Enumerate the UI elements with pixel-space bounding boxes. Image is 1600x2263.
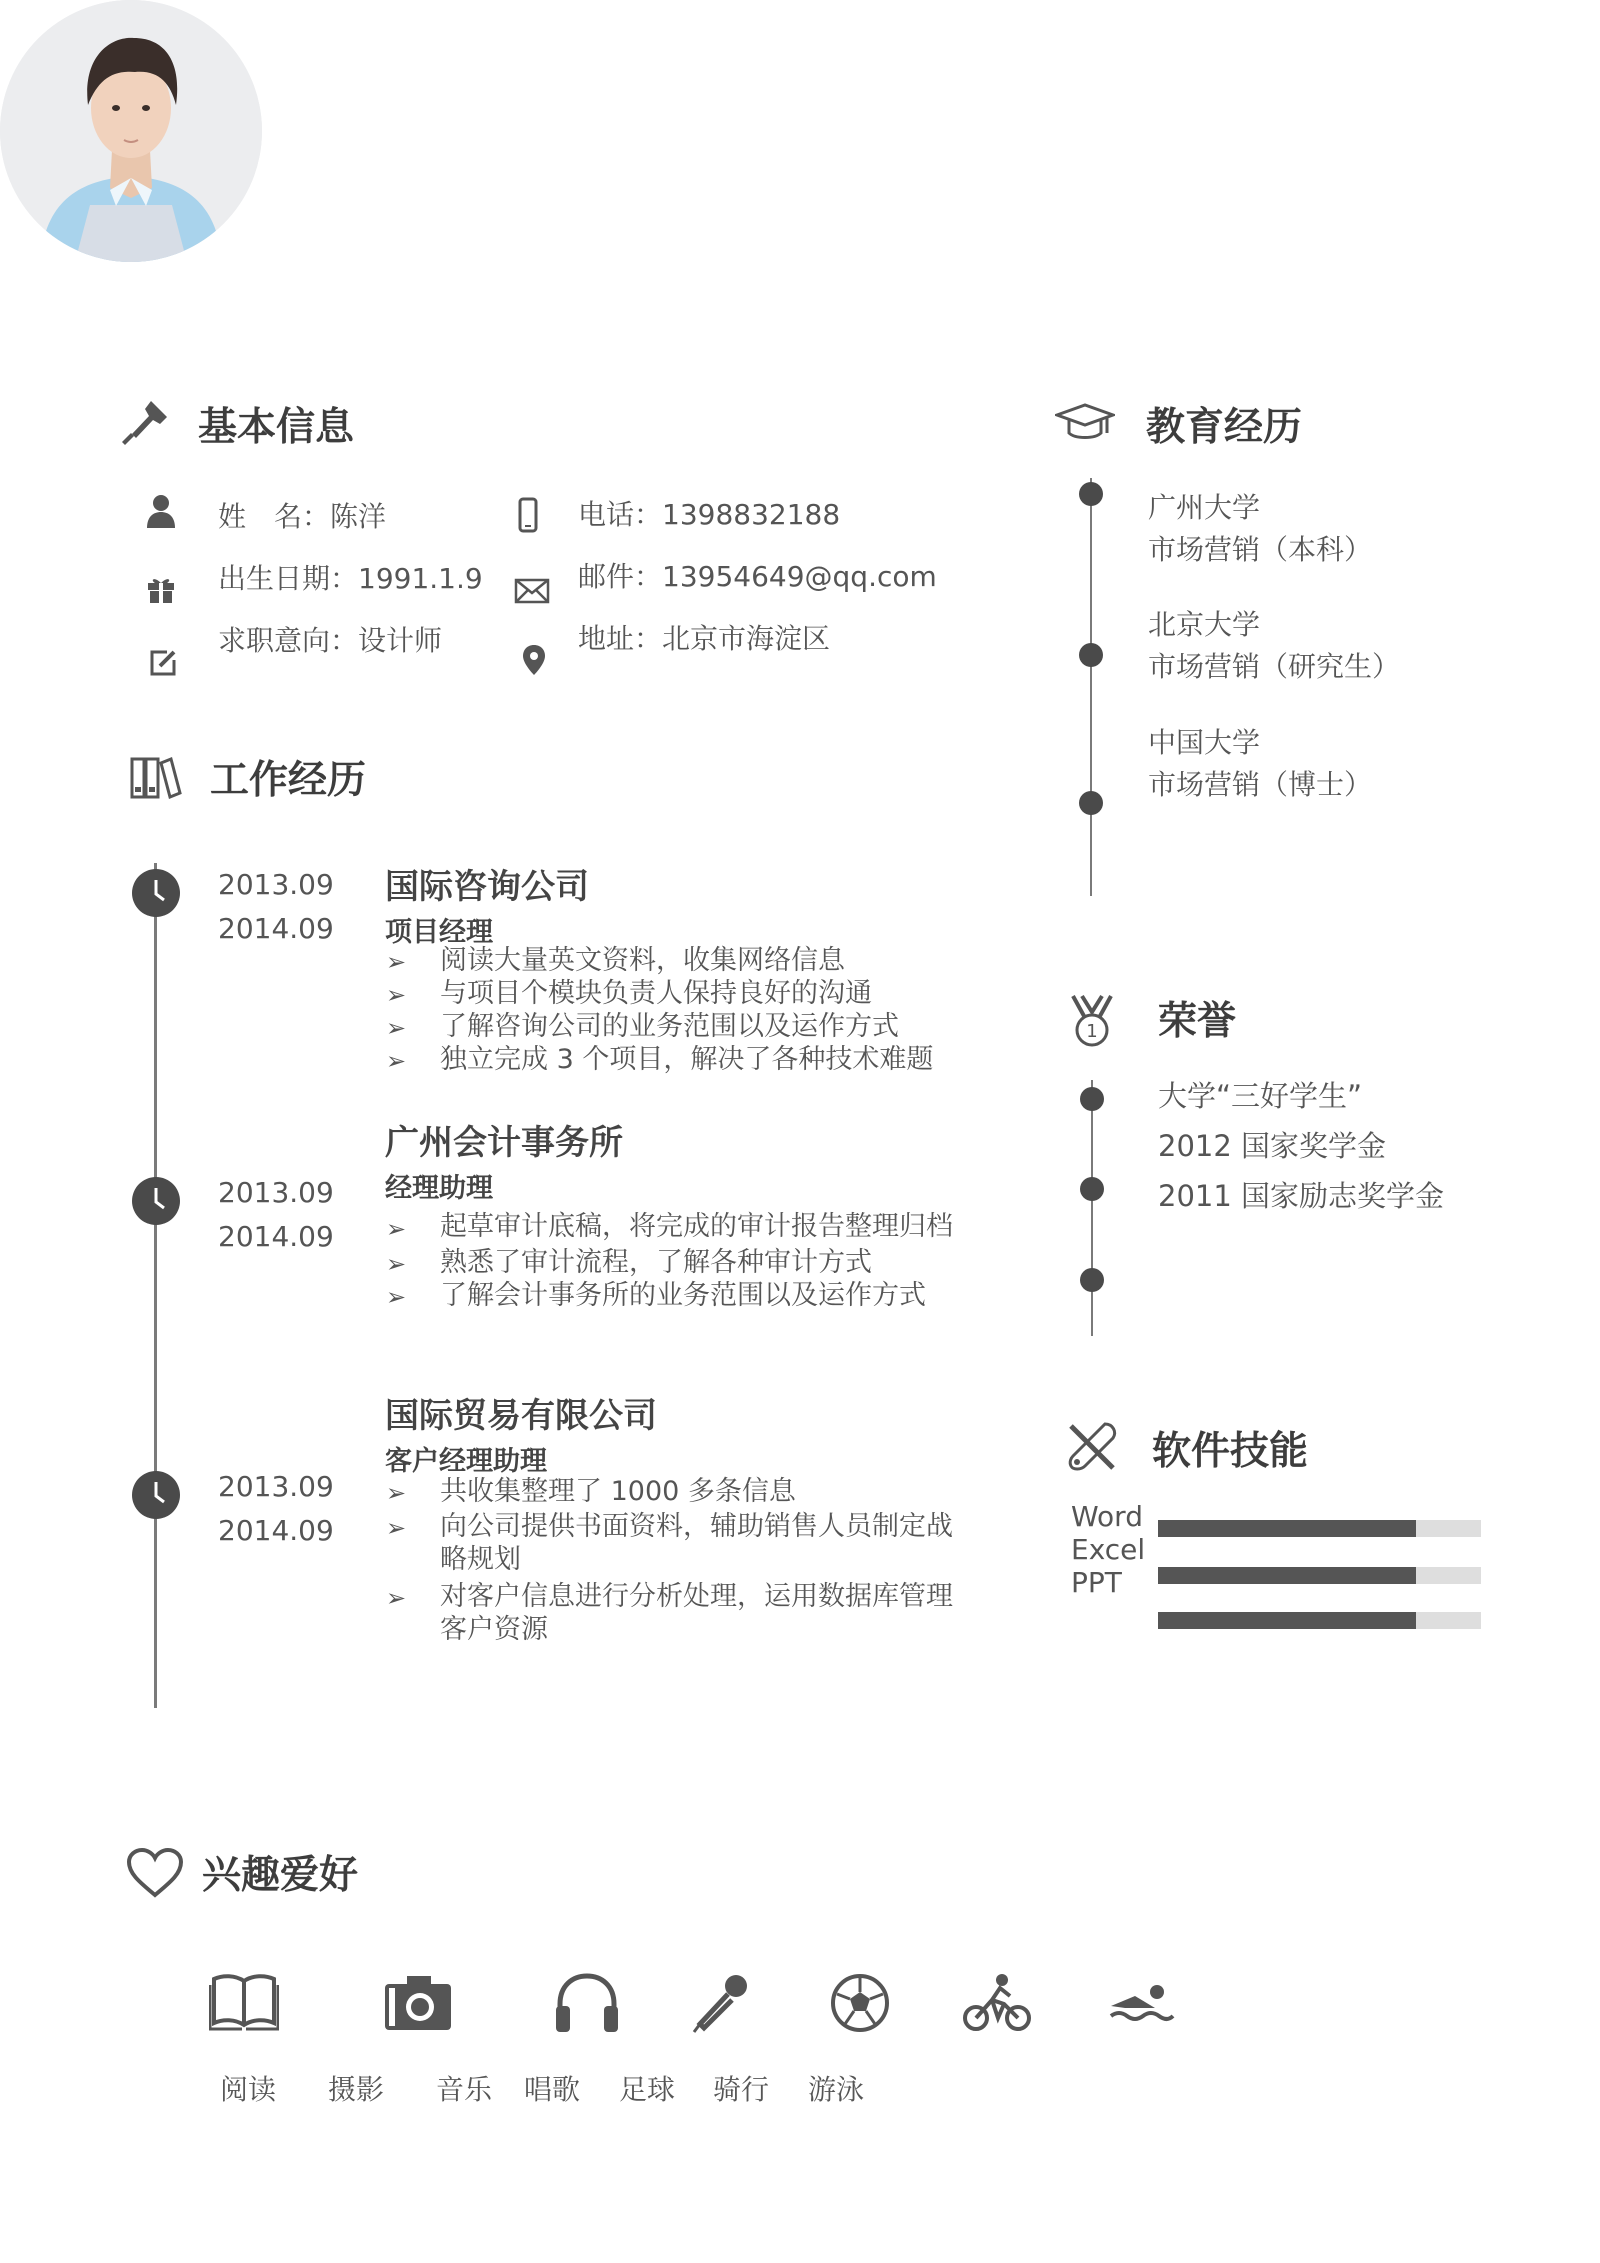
honor-item: 2012 国家奖学金	[1158, 1129, 1387, 1163]
honor-item: 大学“三好学生”	[1158, 1079, 1363, 1113]
book-icon	[209, 1971, 279, 2033]
list-item: ➢ 共收集整理了 1000 多条信息	[386, 1476, 796, 1507]
work-title: 工作经历	[210, 758, 367, 803]
hobby-label: 阅读	[220, 2073, 277, 2106]
hobby-label: 骑行	[713, 2073, 770, 2106]
camera-icon	[383, 1972, 453, 2034]
timeline-dot	[1079, 791, 1103, 815]
list-item: ➢ 阅读大量英文资料，收集网络信息	[386, 945, 845, 976]
pen-icon	[120, 398, 170, 448]
basic-info-title: 基本信息	[198, 405, 355, 450]
skill-name: Word	[1071, 1500, 1143, 1533]
job-end-date: 2014.09	[218, 912, 334, 945]
hobby-label: 游泳	[808, 2073, 865, 2106]
job-role: 客户经理助理	[385, 1446, 547, 1477]
skill-bar-fill	[1158, 1520, 1416, 1537]
list-item: ➢ 对客户信息进行分析处理，运用数据库管理客户资源	[386, 1581, 953, 1645]
school-name: 中国大学	[1148, 726, 1261, 759]
phone-field: 电话：1398832188	[578, 498, 841, 531]
job-role: 项目经理	[385, 917, 493, 948]
hobby-label: 音乐	[436, 2073, 493, 2106]
list-item: ➢ 起草审计底稿，将完成的审计报告整理归档	[386, 1211, 953, 1243]
hobby-label: 摄影	[328, 2073, 385, 2106]
svg-text:1: 1	[1086, 1021, 1098, 1042]
phone-icon	[518, 497, 538, 533]
skill-bar	[1158, 1567, 1481, 1584]
job-duties-list	[384, 1475, 974, 1646]
major-degree: 市场营销（研究生）	[1148, 650, 1401, 683]
edit-icon	[148, 648, 178, 678]
job-duties-list	[384, 1208, 974, 1312]
tools-icon	[1065, 1420, 1119, 1474]
list-item: ➢ 了解咨询公司的业务范围以及运作方式	[386, 1011, 899, 1042]
headphones-icon	[552, 1972, 622, 2034]
major-degree: 市场营销（本科）	[1148, 533, 1373, 566]
skill-bar	[1158, 1612, 1481, 1629]
list-item: ➢ 了解会计事务所的业务范围以及运作方式	[386, 1280, 926, 1311]
honor-item: 2011 国家励志奖学金	[1158, 1179, 1445, 1213]
clock-icon	[131, 1176, 181, 1226]
job-end-date: 2014.09	[218, 1514, 334, 1547]
cycling-icon	[962, 1972, 1032, 2034]
timeline-dot	[1079, 643, 1103, 667]
timeline-dot	[1080, 1177, 1104, 1201]
company-name: 国际贸易有限公司	[385, 1396, 657, 1436]
skill-bar-fill	[1158, 1567, 1416, 1584]
heart-icon	[126, 1847, 184, 1899]
job-intention-field: 求职意向：设计师	[218, 624, 443, 657]
job-role: 经理助理	[385, 1173, 493, 1204]
location-pin-icon	[522, 644, 546, 676]
clock-icon	[131, 868, 181, 918]
job-start-date: 2013.09	[218, 1470, 334, 1503]
education-timeline-line	[1090, 478, 1092, 896]
job-start-date: 2013.09	[218, 868, 334, 901]
clock-icon	[131, 1470, 181, 1520]
swimming-icon	[1105, 1972, 1175, 2034]
list-item: ➢ 独立完成 3 个项目，解决了各种技术难题	[386, 1044, 934, 1075]
skills-title: 软件技能	[1152, 1429, 1309, 1474]
skill-bar	[1158, 1520, 1481, 1537]
timeline-dot	[1080, 1268, 1104, 1292]
timeline-dot	[1079, 482, 1103, 506]
microphone-icon	[688, 1972, 758, 2034]
list-item: ➢ 与项目个模块负责人保持良好的沟通	[386, 978, 872, 1009]
honors-title: 荣誉	[1158, 999, 1237, 1044]
name-field: 姓 名：陈洋	[218, 500, 387, 533]
honors-timeline-line	[1091, 1080, 1093, 1336]
email-field: 邮件：13954649@qq.com	[578, 560, 937, 593]
company-name: 国际咨询公司	[385, 867, 589, 907]
list-item: ➢ 向公司提供书面资料，辅助销售人员制定战略规划	[386, 1511, 953, 1575]
person-icon	[146, 494, 176, 528]
school-name: 广州大学	[1148, 491, 1261, 524]
medal-icon	[1070, 994, 1114, 1048]
education-title: 教育经历	[1146, 405, 1303, 450]
list-item: ➢ 熟悉了审计流程，了解各种审计方式	[386, 1247, 872, 1278]
company-name: 广州会计事务所	[385, 1123, 623, 1163]
avatar	[0, 0, 262, 262]
hobby-label: 唱歌	[524, 2073, 581, 2106]
hobbies-title: 兴趣爱好	[202, 1853, 359, 1898]
timeline-dot	[1080, 1087, 1104, 1111]
address-field: 地址：北京市海淀区	[578, 622, 831, 655]
birth-date-field: 出生日期：1991.1.9	[218, 562, 483, 595]
job-duties-list	[384, 944, 974, 1076]
binders-icon	[130, 755, 182, 799]
hobby-label: 足球	[619, 2073, 676, 2106]
soccer-ball-icon	[825, 1972, 895, 2034]
major-degree: 市场营销（博士）	[1148, 768, 1373, 801]
skill-bar-fill	[1158, 1612, 1416, 1629]
skill-name: Excel	[1071, 1533, 1146, 1566]
school-name: 北京大学	[1148, 608, 1261, 641]
job-end-date: 2014.09	[218, 1220, 334, 1253]
mail-icon	[514, 578, 550, 604]
gift-icon	[146, 574, 176, 604]
graduation-cap-icon	[1055, 403, 1115, 443]
work-timeline-line	[154, 863, 157, 1708]
job-start-date: 2013.09	[218, 1176, 334, 1209]
skill-name: PPT	[1071, 1566, 1122, 1599]
